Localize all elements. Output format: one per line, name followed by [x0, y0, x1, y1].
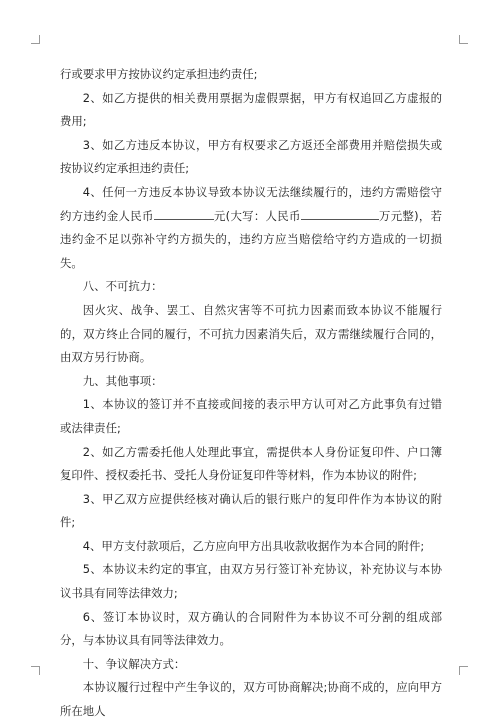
clause-other-4: 4、甲方支付款项后，乙方应向甲方出具收款收据作为本合同的附件;	[82, 538, 425, 553]
clause-force-majeure: 因火灾、战争、罢工、自然灾害等不可抗力因素而致本协议不能履行的，双方终止合同的履行，不可抗力因素消失后，双方需继续履行合同的，由双方另行协商。	[60, 302, 442, 365]
section-heading-force-majeure: 八、不可抗力：	[82, 279, 163, 294]
clause-false-invoice: 2、如乙方提供的相关费用票据为虚假票据，甲方有权追回乙方虚报的费用;	[60, 90, 442, 129]
clause-4-part-2: 元(大写：人民币	[213, 208, 301, 223]
clause-4-part-1: 4、任何一方违反本协议导致本协议无法继续履行的，违约方需赔偿守约方违约金人民币	[60, 184, 442, 223]
section-heading-other-matters: 九、其他事项：	[82, 373, 163, 388]
clause-other-6: 6、签订本协议时，双方确认的合同附件为本协议不可分割的组成部分，与本协议具有同等法律效力。	[60, 609, 442, 648]
clause-dispute-resolution: 本协议履行过程中产生争议的，双方可协商解决;协商不成的，应向甲方所在地人	[60, 680, 442, 719]
document-body	[60, 63, 442, 724]
amount-blank[interactable]	[154, 207, 214, 219]
clause-other-1: 1、本协议的签订并不直接或间接的表示甲方认可对乙方此事负有过错或法律责任;	[60, 397, 442, 435]
section-heading-dispute-resolution: 十、争议解决方式：	[82, 656, 186, 671]
crop-mark-bottom-right	[459, 666, 468, 675]
clause-breach-refund: 3、如乙方违反本协议，甲方有权要求乙方返还全部费用并赔偿损失或按协议约定承担违约责任;	[60, 137, 442, 176]
amount-words-blank[interactable]	[301, 207, 379, 219]
crop-mark-bottom-left	[31, 666, 40, 675]
clause-other-2: 2、如乙方需委托他人处理此事宜，需提供本人身份证复印件、户口簿复印件、授权委托书、受托人身份证复印件等材料，作为本协议的附件;	[60, 444, 442, 483]
clause-other-3: 3、甲乙双方应提供经核对确认后的银行账户的复印件作为本协议的附件;	[60, 491, 442, 530]
clause-liquidated-damages	[60, 181, 442, 275]
clause-other-5: 5、本协议未约定的事宜，由双方另行签订补充协议，补充协议与本协议书具有同等法律效力;	[60, 562, 442, 601]
crop-mark-top-right	[459, 35, 468, 44]
crop-mark-top-left	[31, 35, 40, 44]
clause-4-part-3: 万元整)，若违约金不足以弥补守约方损失的，违约方应当赔偿给守约方造成的一切损失。	[60, 208, 442, 270]
continued-paragraph: 行或要求甲方按协议约定承担违约责任;	[60, 67, 258, 81]
